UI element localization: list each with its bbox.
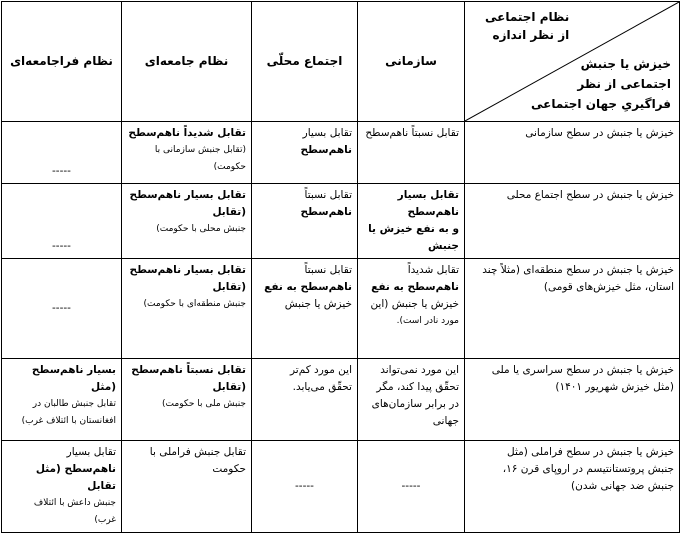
header-row	[2, 2, 680, 122]
cell-local-community: -----	[252, 441, 358, 533]
cell-organizational: تقابل شدیداً ناهم‌سطح به نفع خیزش یا جنبش (این مورد نادر است).	[358, 259, 465, 359]
cell-local-community: این مورد کم‌تر تحقّق می‌یابد.	[252, 359, 358, 441]
cell-organizational: -----	[358, 441, 465, 533]
cell-societal: تقابل جنبش فراملی با حکومت	[122, 441, 252, 533]
row-label: خیزش یا جنبش در سطح منطقه‌ای (مثلاً چند استان، مثل خیزش‌های قومی)	[465, 259, 680, 359]
row-label: خیزش یا جنبش در سطح فراملی (مثل جنبش پروتستانتیسم در اروپای قرن ۱۶، جنبش ضد جهانی شدن)	[465, 441, 680, 533]
cell-supra-societal: تقابل بسیار ناهم‌سطح (مثل تقابل جنبش داعش با ائتلاف غرب)	[2, 441, 122, 533]
table-row	[2, 259, 680, 359]
size-axis-label: نظام اجتماعی از نظر اندازه	[485, 10, 570, 42]
cell-societal: تقابل شدیداً ناهم‌سطح (تقابل جنبش سازمانی با حکومت)	[122, 122, 252, 184]
cell-organizational: تقابل نسبتاً ناهم‌سطح	[358, 122, 465, 184]
header-organizational: سازمانی	[358, 2, 465, 122]
header-local-community: اجتماع محلّی	[252, 2, 358, 122]
table-row	[2, 122, 680, 184]
row-label: خیزش یا جنبش در سطح سازمانی	[465, 122, 680, 184]
cell-supra-societal: -----	[2, 122, 122, 184]
table-row	[2, 184, 680, 259]
cell-local-community: تقابل نسبتاً ناهم‌سطح	[252, 184, 358, 259]
cell-local-community: تقابل نسبتاً ناهم‌سطح به نفع خیزش یا جنبش	[252, 259, 358, 359]
cell-supra-societal: -----	[2, 184, 122, 259]
cell-supra-societal: بسیار ناهم‌سطح (مثل تقابل جنبش طالبان در افغانستان با ائتلاف غرب)	[2, 359, 122, 441]
cell-societal: تقابل نسبتاً ناهم‌سطح (تقابل جنبش ملی با حکومت)	[122, 359, 252, 441]
scope-axis-label: خیزش یا جنبش اجتماعی از نظر فراگیریِ جهان اجتماعی	[531, 57, 671, 111]
diagonal-header-cell	[465, 2, 680, 122]
cell-organizational: این مورد نمی‌تواند تحقّق پیدا کند، مگر در برابر سازمان‌های جهانی	[358, 359, 465, 441]
header-supra-societal: نظام فراجامعه‌ای	[2, 2, 122, 122]
table-row	[2, 359, 680, 441]
cell-supra-societal: -----	[2, 259, 122, 359]
cell-societal: تقابل بسیار ناهم‌سطح (تقابل جنبش منطقه‌ای با حکومت)	[122, 259, 252, 359]
table-row	[2, 441, 680, 533]
comparison-table	[1, 1, 680, 533]
cell-local-community: تقابل بسیار ناهم‌سطح	[252, 122, 358, 184]
row-label: خیزش یا جنبش در سطح سراسری یا ملی (مثل خیزش شهریور ۱۴۰۱)	[465, 359, 680, 441]
row-label: خیزش یا جنبش در سطح اجتماع محلی	[465, 184, 680, 259]
header-societal: نظام جامعه‌ای	[122, 2, 252, 122]
cell-societal: تقابل بسیار ناهم‌سطح (تقابل جنبش محلی با حکومت)	[122, 184, 252, 259]
cell-organizational: تقابل بسیار ناهم‌سطح و به نفع خیزش یا جنبش	[358, 184, 465, 259]
